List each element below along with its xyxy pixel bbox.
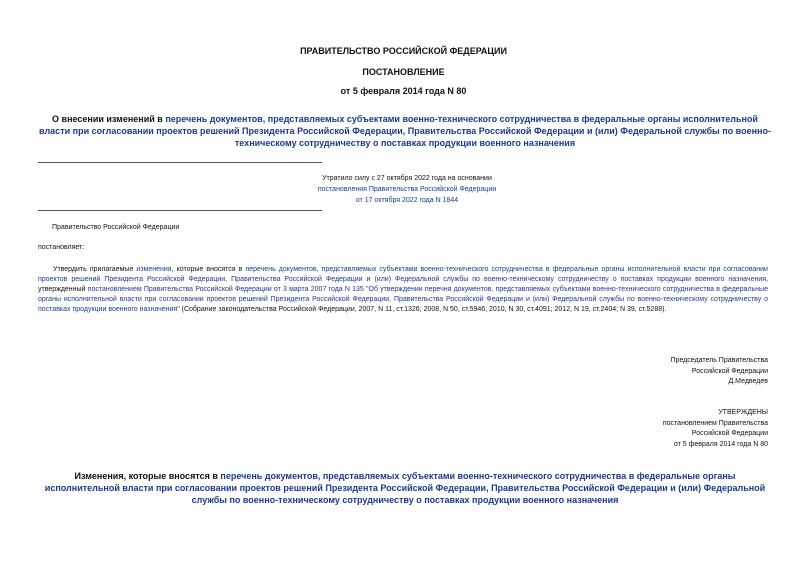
status-note-line1: Утратило силу с 27 октября 2022 года на основании [322,175,492,182]
title-prefix: О внесении изменений в [52,114,166,124]
signature-block [671,356,768,388]
main-paragraph [38,265,768,315]
status-note-link[interactable]: постановления Правительства Российской Федерации [317,186,497,193]
changes-title-link[interactable]: перечень документов, представляемых субъектами военно-технического сотрудничества в федеральные органы исполнительной власти при согласовании проектов решений Президента Российской Федерации, Правительства Российской Федерации и (или) Федеральной службы по военно-техническому сотрудничеству о поставках продукции военного назначения [44,471,766,505]
approved-line4: от 5 февраля 2014 года N 80 [673,440,768,448]
status-note-link-date[interactable]: от 17 октября 2022 года N 1844 [355,197,459,204]
p1-text-c: , утвержденный [38,276,768,293]
changes-title-prefix: Изменения, которые вносятся в [74,471,221,481]
date-number-heading: от 5 февраля 2014 года N 80 [340,86,467,96]
p1-text-d: (Собрание законодательства Российской Федерации, 2007, N 11, ст.1326; 2008, N 50, ст.5946; 2010, N 30, ст.4091; 2012, N 19, ст.2404; N 39, ст.5288). [179,306,667,313]
approved-line3: Российской Федерации [691,430,768,437]
p1-link-changes[interactable]: изменения [136,266,172,273]
status-note [282,173,532,206]
p1-link-decree[interactable]: постановлением Правительства Российской Федерации от 3 марта 2007 года N 135 "Об утверждении перечня документов, представляемых субъектами военно-технического сотрудничества в федеральные органы исполнительной власти при согласовании проектов решений Президента Российской Федерации, Правительства Российской Федерации и (или) Федеральной службы по военно-техническому сотрудничеству о поставках продукции военного назначения" [38,286,768,313]
signature-line2: Российской Федерации [691,367,768,375]
approved-line1: УТВЕРЖДЕНЫ [718,409,768,416]
document-title [38,113,772,149]
government-heading: ПРАВИТЕЛЬСТВО РОССИЙСКОЙ ФЕДЕРАЦИИ [300,46,507,56]
p1-text-a: Утвердить прилагаемые [53,266,137,273]
p1-link-list[interactable]: перечень документов, представляемых субъектами военно-технического сотрудничества в федеральные органы исполнительной власти при согласовании проектов решений Президента Российской Федерации, Правительства Российской Федерации и (или) Федеральной службы по военно-техническому сотрудничеству о поставках продукции военного назначения [38,266,768,283]
changes-title [38,470,772,506]
doc-type-heading: ПОСТАНОВЛЕНИЕ [362,67,445,77]
signature-line1: Председатель Правительства [670,357,768,364]
government-rf-text: Правительство Российской Федерации [52,224,180,231]
signature-line3: Д.Медведев [728,378,768,385]
approved-block [663,408,768,450]
title-link-list[interactable]: перечень документов, представляемых субъектами военно-технического сотрудничества в федеральные органы исполнительной власти при согласовании проектов решений Президента Российской Федерации, Правительства Российской Федерации и (или) Федеральной службы по военно-техническому сотрудничеству о поставках продукции военного назначения [39,114,771,148]
divider-top [38,162,322,163]
decrees-text: постановляет: [38,244,85,251]
divider-bottom [38,210,322,211]
p1-text-b: , которые вносятся в [171,266,246,273]
approved-line2: постановлением Правительства [662,419,768,427]
